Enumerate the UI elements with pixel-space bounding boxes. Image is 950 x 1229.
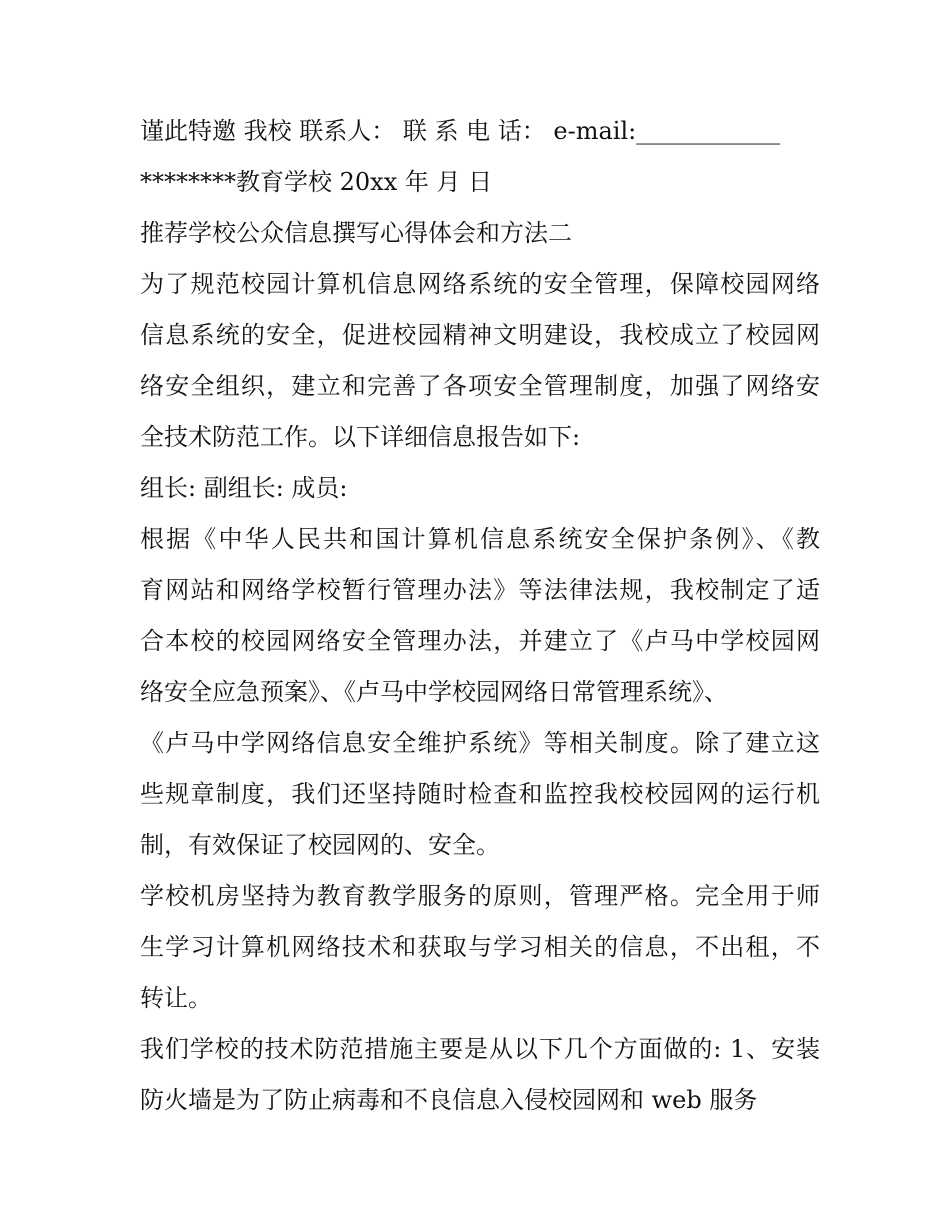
school-date-line: ********教育学校 20xx 年 月 日 bbox=[140, 168, 493, 196]
paragraph-line: 为了规范校园计算机信息网络系统的安全管理，保障校园网络 bbox=[140, 270, 820, 298]
paragraph-line: 合本校的校园网络安全管理办法，并建立了《卢马中学校园网 bbox=[140, 627, 820, 655]
paragraph-line: 转让。 bbox=[140, 984, 212, 1012]
paragraph-line: 防火墙是为了防止病毒和不良信息入侵校园网和 web 服务 bbox=[140, 1086, 758, 1114]
document-body bbox=[140, 108, 820, 1128]
paragraph-line: 络安全应急预案》、《卢马中学校园网络日常管理系统》、 bbox=[140, 678, 728, 706]
paragraph-line: 我们学校的技术防范措施主要是从以下几个方面做的: 1、安装 bbox=[140, 1035, 820, 1063]
team-members-line: 组长: 副组长: 成员: bbox=[140, 474, 348, 502]
paragraph-line: 学校机房坚持为教育教学服务的原则，管理严格。完全用于师 bbox=[140, 882, 820, 910]
paragraph-line: 育网站和网络学校暂行管理办法》等法律法规，我校制定了适 bbox=[140, 576, 820, 604]
paragraph-line: 全技术防范工作。以下详细信息报告如下: bbox=[140, 423, 581, 451]
section-title: 推荐学校公众信息撰写心得体会和方法二 bbox=[140, 219, 572, 247]
invitation-contact-line: 谨此特邀 我校 联系人： 联 系 电 话： e-mail:____________ bbox=[140, 117, 781, 145]
paragraph-line: 信息系统的安全，促进校园精神文明建设，我校成立了校园网 bbox=[140, 321, 820, 349]
paragraph-line: 制，有效保证了校园网的、安全。 bbox=[140, 831, 500, 859]
paragraph-line: 根据《中华人民共和国计算机信息系统安全保护条例》、《教 bbox=[140, 525, 820, 553]
paragraph-line: 生学习计算机网络技术和获取与学习相关的信息，不出租，不 bbox=[140, 933, 820, 961]
paragraph-line: 些规章制度，我们还坚持随时检查和监控我校校园网的运行机 bbox=[140, 780, 820, 808]
paragraph-line: 《卢马中学网络信息安全维护系统》等相关制度。除了建立这 bbox=[140, 729, 820, 757]
paragraph-line: 络安全组织，建立和完善了各项安全管理制度，加强了网络安 bbox=[140, 372, 820, 400]
